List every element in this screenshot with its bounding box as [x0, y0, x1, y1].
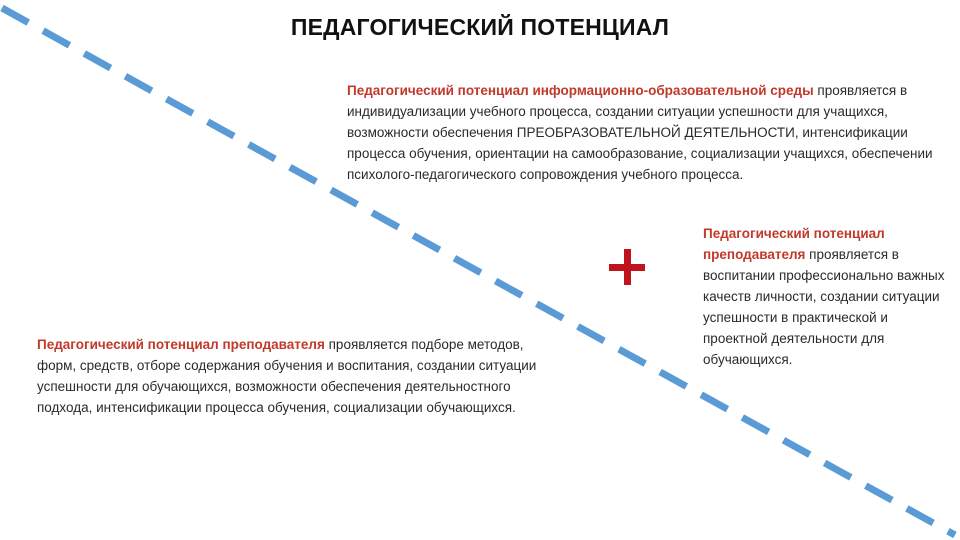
plus-icon [607, 247, 647, 287]
page-title: ПЕДАГОГИЧЕСКИЙ ПОТЕНЦИАЛ [290, 14, 670, 40]
teacher-right-heading: Педагогический потенциал преподавателя [703, 226, 885, 262]
teacher-left-heading: Педагогический потенциал преподавателя [37, 337, 325, 352]
info-environment-heading: Педагогический потенциал информационно-образовательной среды [347, 83, 814, 98]
teacher-left-text: проявляется подборе методов, форм, средств, отборе содержания обучения и воспитания, создании ситуации успешности для обучающихся, возможности обеспечения деятельностного подхода, интенсификации процесса обучения, социализации обучающихся. [37, 337, 537, 415]
teacher-potential-right-block [703, 223, 951, 370]
teacher-potential-left-block [37, 334, 557, 418]
teacher-right-text: проявляется в воспитании профессионально важных качеств личности, создании ситуации успешности в практической и проектной деятельности для обучающихся. [703, 247, 945, 367]
info-environment-potential-block [347, 80, 953, 185]
info-environment-text: проявляется в индивидуализации учебного процесса, создании ситуации успешности для учащихся, возможности обеспечения ПРЕОБРАЗОВАТЕЛЬНОЙ ДЕЯТЕЛЬНОСТИ, интенсификации процесса обучения, ориентации на самообразование, социализации учащихся, обеспечении психолого-педагогического сопровождения учебного процесса. [347, 83, 933, 182]
